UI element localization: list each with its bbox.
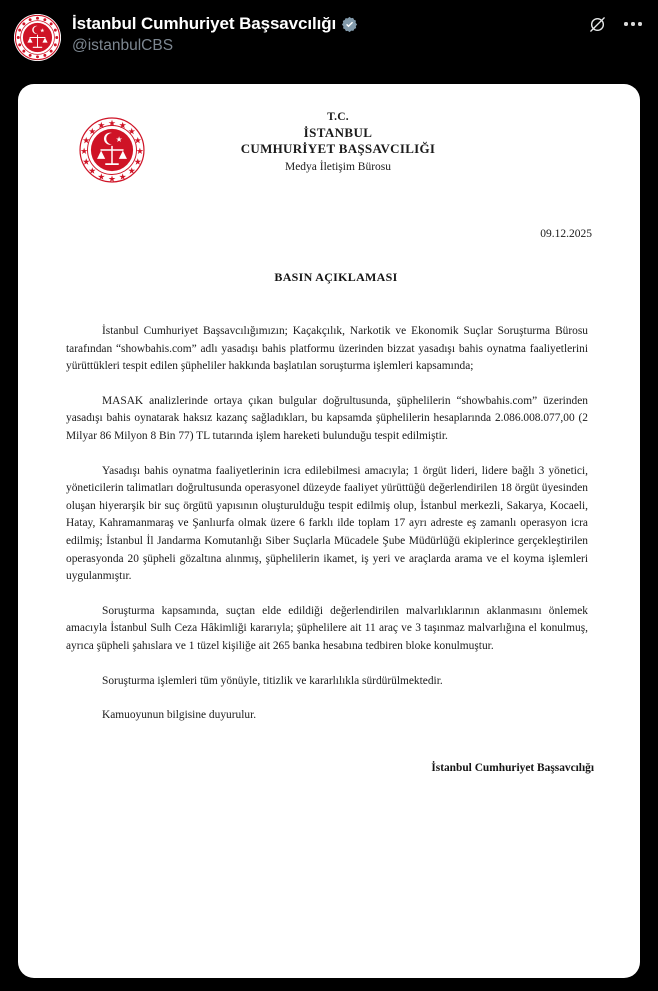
document-paragraph: Soruşturma kapsamında, suçtan elde edildiği değerlendirilen malvarlıklarının aklanmasını önlemek amacıyla İstanbul Sulh Ceza Hâkimliği kararıyla; şüphelilere ait 11 araç ve 3 taşınmaz malvarlığına el konulmuş, ayrıca şüpheli şahıslara ve 1 tüzel kişiliğe ait 265 banka hesabına tedbiren bloke konulmuştur. xyxy=(66,604,588,652)
post-header xyxy=(0,0,658,84)
document-paragraph: MASAK analizlerinde ortaya çıkan bulgular doğrultusunda, şüphelilerin “showbahis.com” üzerinden yasadışı bahis oynatarak haksız kazanç sağladıkları, bu kapsamda şüphelilerin hesaplarında 2.086.008.077,00 (2 Milyar 86 Milyon 8 Bin 77) TL tutarında işlem hareketi bulunduğu tespit edilmiştir. xyxy=(66,394,588,442)
document-image[interactable] xyxy=(18,84,640,978)
letterhead-text xyxy=(18,110,640,176)
letterhead-line-office: CUMHURİYET BAŞSAVCILIĞI xyxy=(240,141,436,157)
verified-badge-icon xyxy=(341,16,358,33)
avatar[interactable] xyxy=(14,14,61,61)
document-date: 09.12.2025 xyxy=(540,228,592,240)
letterhead-line-bureau: Medya İletişim Bürosu xyxy=(284,160,392,173)
document-title: BASIN AÇIKLAMASI xyxy=(274,270,398,284)
grok-icon[interactable] xyxy=(586,13,608,35)
letterhead-line-tc: T.C. xyxy=(327,111,349,123)
document-paragraph: Soruşturma işlemleri tüm yönüyle, titizlik ve kararlılıkla sürdürülmektedir. xyxy=(102,674,443,687)
document-paragraph: İstanbul Cumhuriyet Başsavcılığımızın; Kaçakçılık, Narkotik ve Ekonomik Suçlar Soruşturma Bürosu tarafından “showbahis.com” adlı yasadışı bahis platformu üzerinden bizzat yasadışı bahis oynatma faaliyetlerini yürüttükleri tespit edilen şüpheliler hakkında başlatılan soruşturma işlemleri kapsamında; xyxy=(66,325,588,373)
display-name[interactable]: İstanbul Cumhuriyet Başsavcılığı xyxy=(72,14,337,33)
document-signature: İstanbul Cumhuriyet Başsavcılığı xyxy=(431,761,594,774)
document-body xyxy=(18,323,640,725)
account-handle[interactable]: @istanbulCBS xyxy=(72,37,174,55)
document-paragraph: Kamuoyunun bilgisine duyurulur. xyxy=(102,709,257,722)
more-dots xyxy=(624,22,641,25)
letterhead-line-city: İSTANBUL xyxy=(303,124,373,140)
identity-block xyxy=(72,12,358,56)
header-actions xyxy=(586,13,644,35)
document-page xyxy=(18,110,640,978)
name-row xyxy=(72,14,358,34)
document-paragraph: Yasadışı bahis oynatma faaliyetlerinin icra edilebilmesi amacıyla; 1 örgüt lideri, lidere bağlı 3 yönetici, yöneticilerin talimatları doğrultusunda operasyonel düzeyde faaliyet yürüttüğü değerlendirilen 18 örgüt üyesinden oluşan hiyerarşik bir suç örgütü yapısının oluşturulduğu tespit edilmiş olup, İstanbul merkezli, Sakarya, Kocaeli, Hatay, Kahramanmaraş ve Şanlıurfa olmak üzere 6 farklı ilde toplam 17 ayrı adreste eş zamanlı operasyon icra edilmiş; İstanbul İl Jandarma Komutanlığı Siber Suçlarla Mücadele Şube Müdürlüğü ekiplerince gerçekleştirilen operasyonda 20 şüpheli gözaltına alınmış, şüphelilerin ikamet, iş yeri ve araçlarda arama ve el koyma işlemleri uygulanmıştır. xyxy=(66,464,588,583)
more-options-icon[interactable] xyxy=(622,13,644,35)
document-letterhead xyxy=(18,110,640,206)
